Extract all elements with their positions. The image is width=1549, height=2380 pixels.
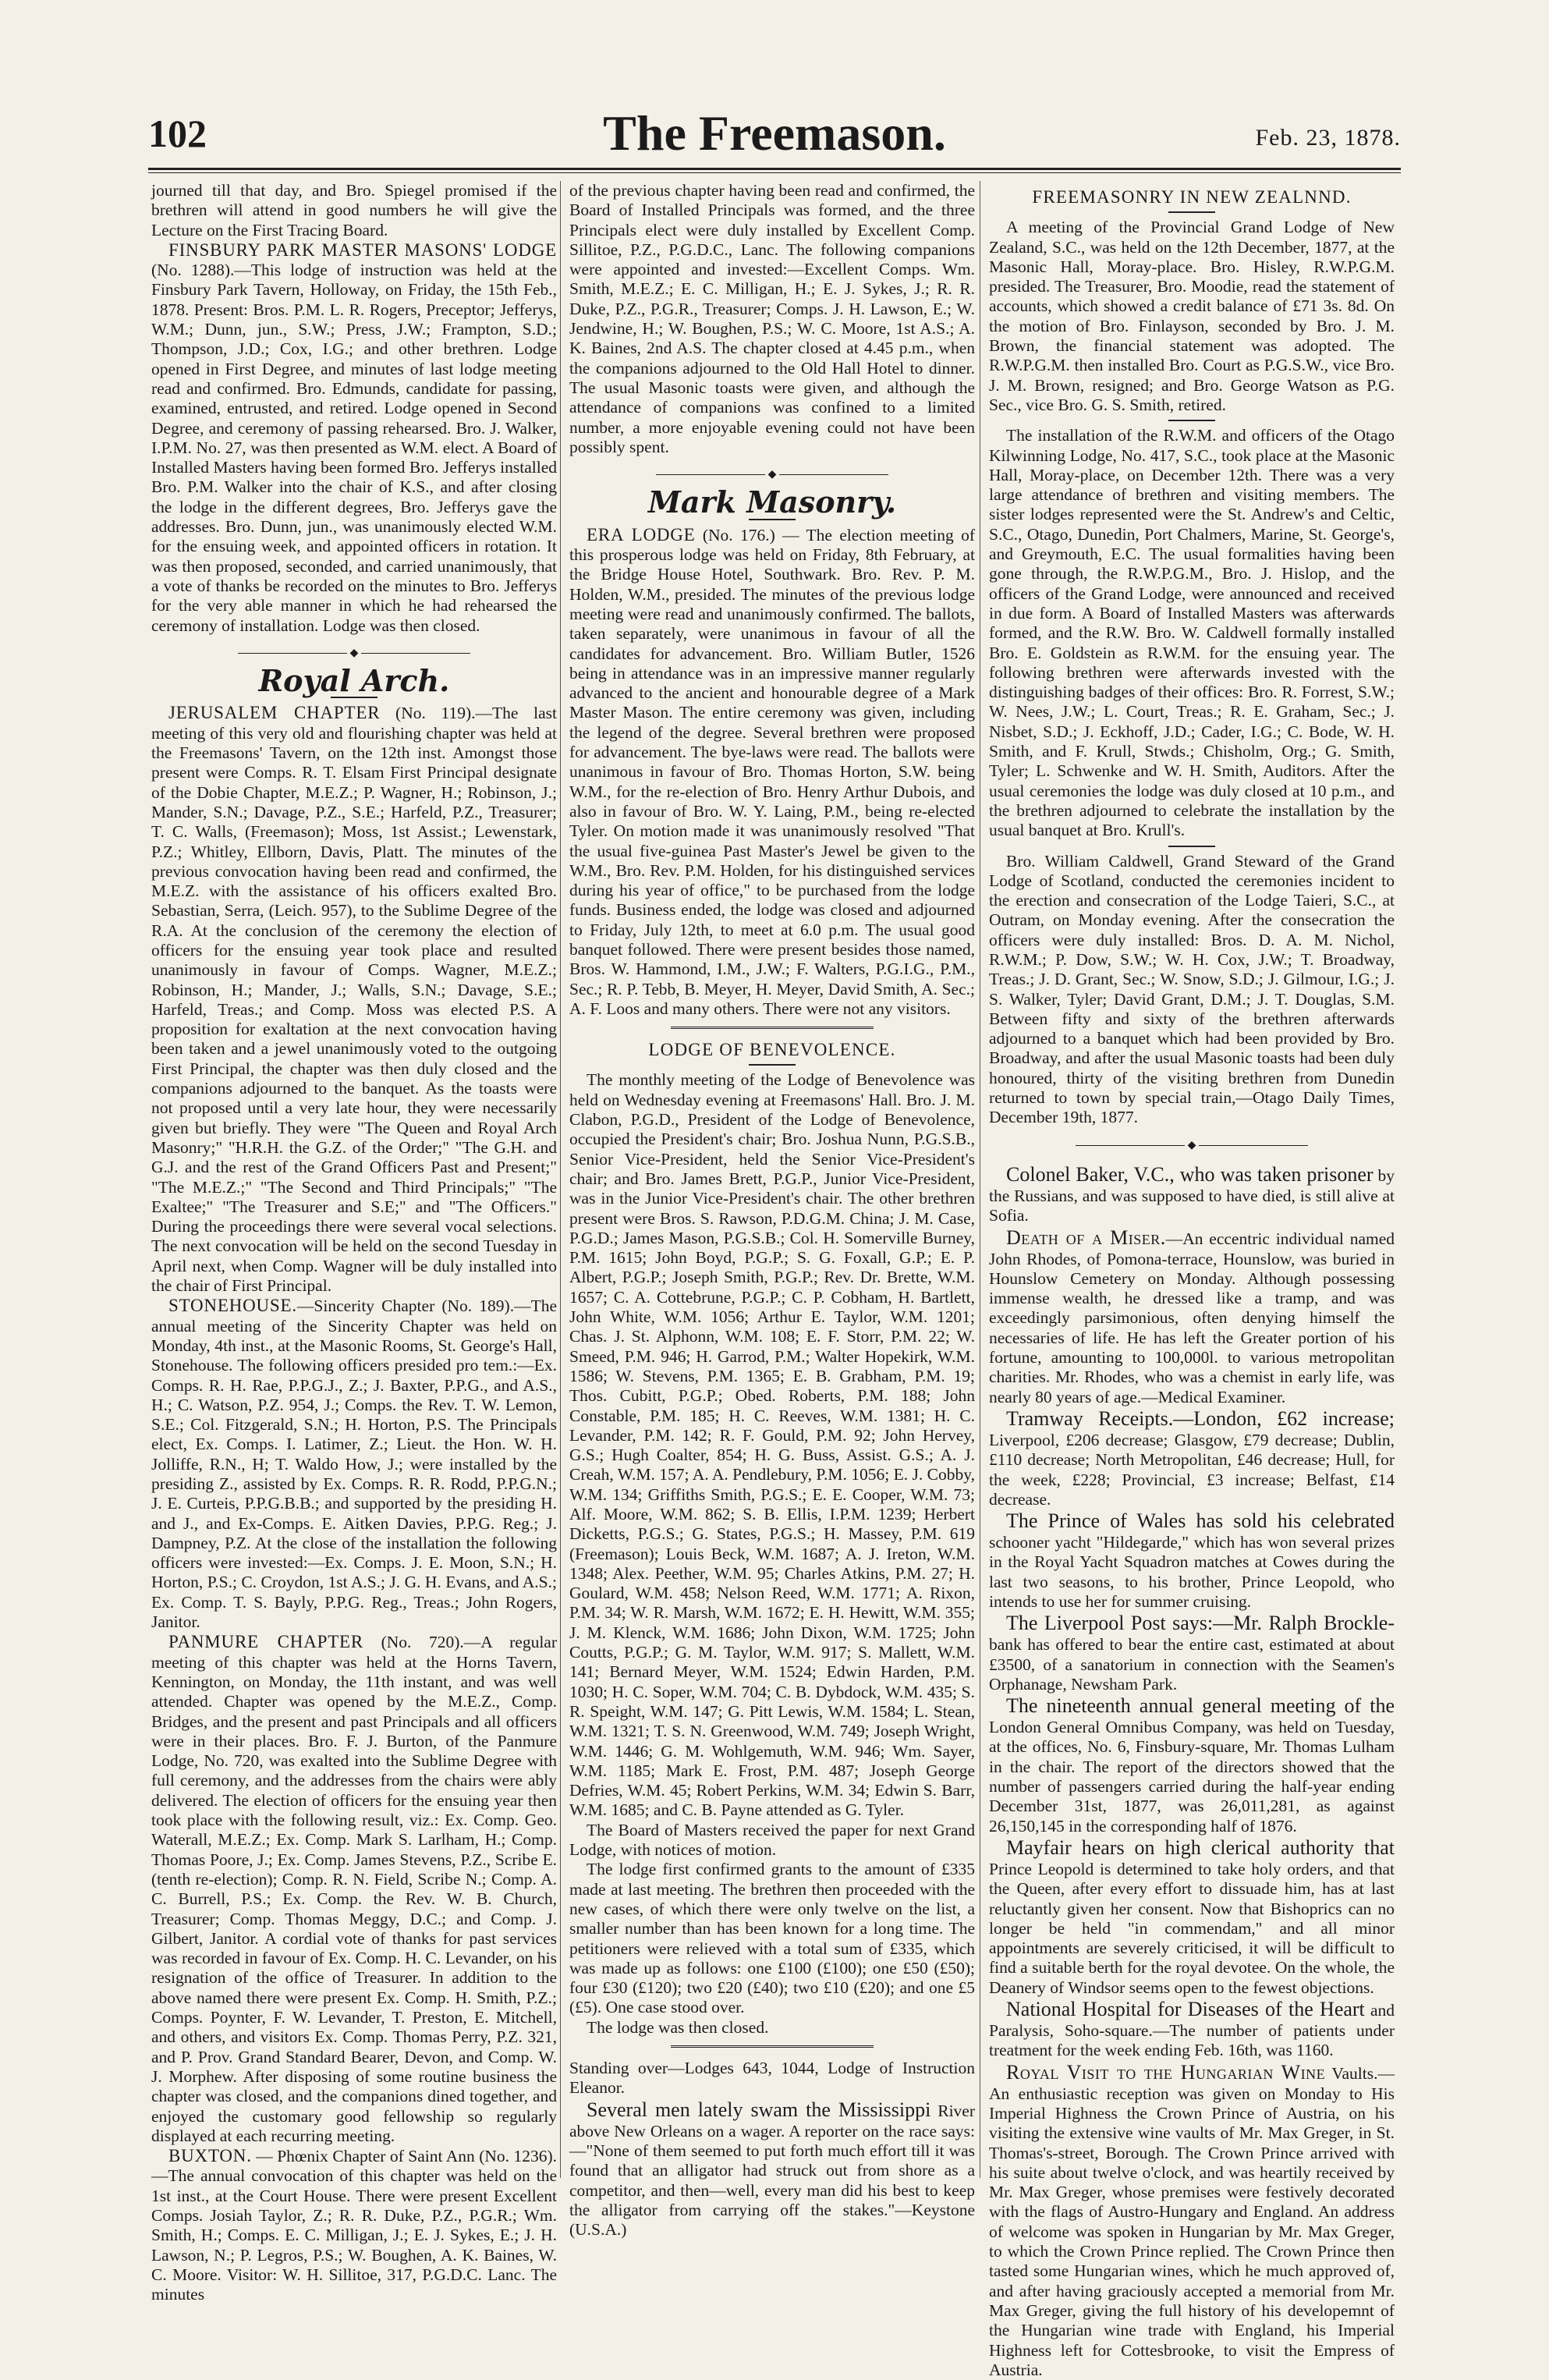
article-heading: ERA LODGE	[587, 524, 696, 544]
article-body: River above New Orleans on a wager. A reporter on the race says:—"None of them seemed to put forth much effort till it was found that an alligator had struck out from shore as a competitor, and then—well, every man did his best to keep the alligator from carrying off the stakes."—Keystone (U.S.A.)	[569, 2101, 976, 2240]
column-1	[151, 181, 557, 2304]
ornament-divider: ◆	[569, 465, 975, 484]
article-body: schooner yacht "Hildegarde," which has won several prizes in the Royal Yacht Squadron matches at Cowes during the last two seasons, to his brother, Prince Leopold, who intends to use her for summer cruising.	[989, 1533, 1395, 1611]
ornament-divider: ◆	[989, 1136, 1395, 1155]
article-era-lodge	[569, 525, 975, 1019]
article-body: (No. 720).—A regular meeting of this chapter was held at the Horns Tavern, Kennington, on Monday, the 11th instant, and was well attended. Chapter was opened by the M.E.Z., Comp. Bridges, and the present and past Principals and all officers were in their places. Bro. F. J. Burton, of the Panmure Lodge, No. 720, was exalted into the Sublime Degree with full ceremony, and the addresses from the chairs were ably delivered. The election of officers for the ensuing year then took place with the following result, viz.: Ex. Comp. Geo. Waterall, M.E.Z.; Ex. Comp. Mark S. Larlham, H.; Comp. Thomas Poore, J.; Ex. Comp. James Stevens, P.Z., Scribe E. (tenth re-election); Comp. R. N. Field, Scribe N.; Comp. A. C. Burrell, P.S.; Ex. Comp. the Rev. W. B. Church, Treasurer; Comp. Thomas Meggy, D.C.; and Comp. J. Gilbert, Janitor. A cordial vote of thanks for past services was recorded in favour of Ex. Comp. H. C. Levander, on his resignation of the office of Treasurer. In addition to the above named there were present Ex. Comp. H. Smith, P.Z.; Comps. Poynter, F. W. Levander, T. Preston, E. Mitchell, and others, and visitors Ex. Comp. Thomas Perry, P.Z. 321, and P. Prov. Grand Standard Bearer, Devon, and Comp. W. J. Morphew. After disposing of some routine business the chapter was closed, and the companions dined together, and enjoyed the customary good fellowship so regularly displayed at each recurring meeting.	[151, 1633, 557, 2145]
article-body: — Phœnix Chapter of Saint Ann (No. 1236).—The annual convocation of this chapter was held on the 1st inst., at the Court House. There were present Excellent Comps. Josiah Taylor, Z.; R. R. Duke, P.Z., P.G.R.; Wm. Smith, H.; Comps. E. C. Milligan, J.; E. J. Sykes, E.; J. H. Lawson, N.; P. Legros, P.S.; W. Boughen, A. K. Baines, W. C. Moore. Visitor: W. H. Sillitoe, 317, P.G.D.C. Lanc. The minutes	[151, 2147, 558, 2304]
section-rule	[1168, 211, 1215, 213]
item-liverpool-post	[989, 1612, 1395, 1694]
paragraph-lead: The Liverpool Post says:—Mr. Ralph Brockle-	[1006, 1612, 1395, 1635]
paragraph-lead: Death of a Miser.	[1006, 1225, 1166, 1249]
masthead	[148, 105, 1401, 164]
article-body: Bro. William Caldwell, Grand Steward of the Grand Lodge of Scotland, conducted the ceremonies incident to the erection and consecration of the Lodge Taieri, S.C., at Outram, on Monday evening. After the consecration the officers were duly installed: Bros. D. A. M. Nichol, R.W.M.; P. Dow, S.W.; W. H. Cox, J.W.; T. Broadway, Treas.; J. D. Grant, Sec.; W. Snow, S.D.; J. Gilmour, I.G.; J. S. Walker, Tyler; David Grant, D.M.; J. T. Douglas, S.M. Between fifty and sixty of the brethren afterwards adjourned to a banquet which had been provided by Bro. Broadway, and after the usual Masonic toasts had been duly honoured, thirty of the visiting brethren from Dunedin returned to town by special train,—Otago Daily Times, December 19th, 1877.	[989, 851, 1395, 1127]
section-heading-mark-masonry: Mark Masonry.	[647, 484, 897, 520]
article-heading: PANMURE CHAPTER	[168, 1632, 364, 1652]
section-rule	[749, 1064, 796, 1066]
article-finsbury	[151, 240, 557, 636]
article-body: The lodge was then closed.	[587, 2017, 769, 2037]
item-omnibus	[989, 1694, 1395, 1836]
article-heading: BUXTON.	[168, 2146, 252, 2166]
masthead-rule-thin	[148, 172, 1401, 173]
paragraph-lead: Several men lately swam the Mississippi	[587, 2098, 931, 2121]
article-heading: JERUSALEM CHAPTER	[168, 703, 381, 723]
article-body: The lodge first confirmed grants to the amount of £335 made at last meeting. The brethren then proceeded with the new cases, of which there were only twelve on the list, a smaller number than has been known for a long time. The petitioners were relieved with a total sum of £335, which was made up as follows: one £100 (£100); one £50 (£50); four £30 (£120); two £20 (£40); two £10 (£20); and one £5 (£5). One case stood over.	[569, 1860, 975, 2017]
paragraph-lead: Mayfair hears on high clerical authority that	[1006, 1836, 1395, 1859]
masthead-rule	[148, 168, 1401, 170]
section-heading-royal-arch: Royal Arch.	[258, 663, 450, 699]
article-body: and Paralysis, Soho-square.—The number of patients under treatment for the week ending Feb. 16th, was 1160.	[989, 2001, 1395, 2060]
column-3	[989, 181, 1395, 2380]
item-royal-visit	[989, 2061, 1395, 2380]
article-heading: STONEHOUSE.	[168, 1296, 297, 1316]
item-baker	[989, 1163, 1395, 1226]
paragraph-lead: The Prince of Wales has sold his celebrated	[1006, 1509, 1395, 1533]
paragraph-lead: Royal Visit to the Hungarian Wine	[1006, 2060, 1326, 2084]
paragraph-lead: Colonel Baker, V.C., who was taken prisoner	[1006, 1162, 1374, 1186]
article-heading: FINSBURY PARK MASTER MASONS' LODGE	[168, 239, 557, 260]
article-body: Vaults.—An enthusiastic reception was given on Monday to His Imperial Highness the Crown Prince of Austria, on his visiting the extensive wine vaults of Mr. Max Greger, in St. Thomas's-street, Borough. The Crown Prince arrived with his suite about twelve o'clock, and was heartily received by Mr. Max Greger, whose premises were festively decorated with the flags of Austro-Hungary and England. An address of welcome was spoken in Hungarian by Mr. Max Greger, to which the Crown Prince replied. The Crown Prince then tasted some Hungarian wines, which he much approved of, and after having graciously accepted a memorial from Mr. Max Greger, giving the full history of his developemnt of the Hungarian wine trade with England, his Imperial Highness left for Cottesbrooke, to visit the Empress of Austria.	[989, 2063, 1395, 2379]
article-body: by the Russians, and was supposed to have died, is still alive at Sofia.	[989, 1165, 1395, 1225]
article-body: Liverpool, £206 decrease; Glasgow, £79 decrease; Dublin, £110 decrease; North Metropolitan, £46 decrease; Hull, for the week, £228; Provincial, £3 increase; Belfast, £14 decrease.	[989, 1430, 1395, 1509]
section-rule	[1168, 846, 1215, 847]
column-2	[569, 181, 975, 2240]
article-body: The Board of Masters received the paper for next Grand Lodge, with notices of motion.	[569, 1820, 975, 1860]
section-rule	[1168, 420, 1215, 421]
page-number: 102	[148, 112, 207, 155]
article-continuation: of the previous chapter having been read and confirmed, the Board of Installed Principals was formed, and the three Principals elect were duly installed by Excellent Comp. Sillitoe, P.Z., P.G.D.C., Lanc. The following companions were appointed and invested:—Excellent Comps. Wm. Smith, M.E.Z.; E. C. Milligan, H.; E. J. Sykes, J.; R. R. Duke, P.Z., P.G.R., Treasurer; Comps. J. H. Lawson, E.; W. Jendwine, H.; W. Boughen, P.S.; W. C. Moore, 1st A.S.; A. K. Baines, 2nd A.S. The chapter closed at 4.45 p.m., when the companions adjourned to the Old Hall Hotel to dinner. The usual Masonic toasts were given, and although the attendance of companions was confined to a limited number, a more enjoyable evening could not have been possibly spent.	[569, 181, 975, 456]
double-rule	[671, 2045, 874, 2051]
article-body: —Sincerity Chapter (No. 189).—The annual meeting of the Sincerity Chapter was held on Monday, 4th inst., at the Masonic Rooms, St. George's Hall, Stonehouse. The following officers presided pro tem.:—Ex. Comps. R. H. Rae, P.P.G.J., Z.; J. Baxter, P.P.G., and A.S., H.; C. Watson, P.Z. 954, J.; Comps. the Rev. T. W. Lemon, S.E.; Col. Fitzgerald, S.N.; H. Horton, P.S. The Principals elect, Ex. Comps. I. Latimer, Z.; Lieut. the Hon. W. H. Jolliffe, R.N., H; T. Waldo How, J.; were installed by the presiding Z., assisted by Ex. Comps. R. R. Rodd, P.P.G.N.; J. E. Curteis, P.P.G.B.B.; and supported by the presiding H. and J., and Ex-Comps. E. Aitken Davies, P.P.G. Reg.; J. Dampney, P.Z. At the close of the installation the following officers were invested:—Ex. Comps. J. E. Moon, S.N.; H. Horton, P.S.; C. Croydon, 1st A.S.; J. G. H. Evans, and A.S.; Ex. Comp. T. S. Bayly, P.P.G. Reg., Treas.; John Rogers, Janitor.	[151, 1296, 557, 1632]
article-heading-new-zealand: FREEMASONRY IN NEW ZEALNND.	[1032, 187, 1352, 207]
article-jerusalem	[151, 703, 557, 1296]
article-body: (No. 176.) — The election meeting of this prosperous lodge was held on Friday, 8th February, at the Bridge House Hotel, Southwark. Bro. Rev. P. M. Holden, W.M., presided. The minutes of the previous lodge meeting were read and unanimously confirmed. The ballots, taken separately, were unanimous in favour of all the candidates for advancement. Bro. William Butler, 1526 being in attendance was in an impressive manner regularly advanced to the ancient and honourable degree of a Mark Master Mason. The entire ceremony was given, including the legend of the degree. Several brethren were proposed for advancement. The bye-laws were read. The ballots were unanimous in favour of Bro. Thomas Horton, S.W. being W.M., for the re-election of Bro. Henry Arthur Dubois, and also in favour of Bro. W. Y. Laing, P.M., being re-elected Tyler. On motion made it was unanimously resolved "That the usual five-guinea Past Master's Jewel be given to the W.M., Bro. Rev. P.M. Holden, for his distinguished services during his year of office," to be purchased from the lodge funds. Business ended, the lodge was closed and adjourned to Friday, July 12th, to meet at 6.0 p.m. The usual good banquet followed. There were present besides those named, Bros. W. Hammond, I.M., J.W.; F. Walters, P.G.I.G., P.M., Sec.; R. P. Tebb, B. Meyer, H. Meyer, David Smith, A. Sec.; A. F. Loos and many others. There were not any visitors.	[569, 525, 976, 1018]
item-miser	[989, 1226, 1395, 1407]
article-panmure	[151, 1632, 557, 2146]
article-mississippi	[569, 2098, 975, 2240]
column-divider	[560, 181, 561, 2178]
article-body: Prince Leopold is determined to take holy orders, and that the Queen, after every effort to dissuade him, has at last reluctantly given her consent. Now that Bishoprics can no longer be held "in commendam," and all minor appointments are severely criticised, it will be difficult to find a suitable berth for the royal devotee. On the whole, the Deanery of Windsor seems open to the fewest objections.	[989, 1859, 1395, 1997]
item-prince-of-wales	[989, 1509, 1395, 1612]
paragraph-lead: Tramway Receipts.—London, £62 increase;	[1006, 1406, 1395, 1430]
article-body: A meeting of the Provincial Grand Lodge of New Zealand, S.C., was held on the 12th December, 1877, at the Masonic Hall, Moray-place. Bro. Hisley, R.W.P.G.M. presided. The Treasurer, Bro. Moodie, read the statement of accounts, which showed a credit balance of £71 3s. 8d. On the motion of Bro. Finlayson, seconded by Bro. J. M. Brown, the financial statement was adopted. The R.W.P.G.M. then installed Bro. Court as P.G.S.W., vice Bro. J. M. Brown, resigned; and Bro. George Watson as P.G. Sec., vice Bro. G. S. Smith, retired.	[989, 218, 1395, 414]
issue-date: Feb. 23, 1878.	[1255, 125, 1401, 151]
ornament-divider: ◆	[151, 644, 557, 663]
paragraph-lead: National Hospital for Diseases of the Heart	[1006, 1998, 1365, 2021]
article-body: —An eccentric individual named John Rhodes, of Pomona-terrace, Hounslow, was buried in Hounslow Cemetery on Monday. Although possessing immense wealth, he dressed like a tramp, and was exceedingly parsimonious, often denying himself the necessaries of life. He has left the Greater portion of his fortune, amounting to 100,000l. to various metropolitan charities. Mr. Rhodes, who was a chemist in early life, was nearly 80 years of age.—Medical Examiner.	[989, 1229, 1395, 1406]
article-body: The monthly meeting of the Lodge of Benevolence was held on Wednesday evening at Freemasons' Hall. Bro. J. M. Clabon, P.G.D., President of the Lodge of Benevolence, occupied the President's chair; Bro. Joshua Nunn, P.G.S.B., Senior Vice-President, held the Senior Vice-President's chair; and Bro. James Brett, P.G.P., Junior Vice-President, was in the Junior Vice-President's chair. The other brethren present were Bros. S. Rawson, P.D.G.M. China; J. M. Case, P.G.D.; James Mason, P.G.S.B.; Col. H. Somerville Burney, P.M. 1615; John Boyd, P.G.P.; S. G. Foxall, G.P.; E. P. Albert, P.G.P.; Joseph Smith, P.G.P.; Rev. Dr. Brette, W.M. 1657; C. A. Cottebrune, P.G.P.; C. P. Cobham, H. Bartlett, John White, W.M. 1056; Arthur E. Taylor, W.M. 1201; Chas. J. St. Alphonn, W.M. 108; E. F. Storr, P.M. 22; W. Smeed, P.M. 946; H. Garrod, P.M.; Walter Hopekirk, W.M. 1586; W. Stevens, P.M. 1365; E. B. Grabham, P.M. 19; Thos. Cubitt, P.G.P.; Obed. Roberts, P.M. 188; John Constable, P.M. 185; H. C. Reeves, W.M. 1381; H. C. Levander, P.M. 142; R. F. Gould, P.M. 92; John Hervey, G.S.; Hugh Coalter, 854; H. G. Buss, Assist. G.S.; A. J. Creah, W.M. 157; A. A. Pendlebury, P.M. 1056; E. J. Cobby, W.M. 134; Griffiths Smith, P.G.S.; E. E. Cooper, W.M. 73; Alf. Moore, W.M. 862; S. B. Ellis, I.P.M. 1239; Herbert Dicketts, P.G.S.; G. States, P.G.S.; H. Massey, P.M. 619 (Freemason); Louis Beck, W.M. 1687; A. J. Ireton, W.M. 1348; Alex. Peether, W.M. 95; Charles Atkins, P.M. 27; H. Goulard, W.M. 458; Nelson Reed, W.M. 1771; A. Rixon, P.M. 34; W. R. Marsh, W.M. 1672; E. H. Hewitt, W.M. 355; J. M. Klenck, W.M. 1686; John Dixon, W.M. 1725; John Coutts, P.G.P.; G. M. Taylor, W.M. 917; S. Mallett, W.M. 141; Bernard Meyer, W.M. 1524; Edwin Harden, P.M. 1030; H. C. Soper, W.M. 704; C. B. Dybdock, W.M. 435; S. R. Speight, W.M. 147; G. Pitt Lewis, W.M. 1584; L. Stean, W.M. 1321; T. S. N. Greenwood, W.M. 749; Joseph Wright, W.M. 1446; G. M. Wohlgemuth, W.M. 946; Wm. Sayer, W.M. 1185; Mark E. Frost, P.M. 487; Joseph George Defries, W.M. 45; Robert Perkins, W.M. 34; Edwin S. Barr, W.M. 1685; and C. B. Payne attended as G. Tyler.	[569, 1070, 975, 1820]
double-rule	[671, 1027, 874, 1032]
article-body: (No. 119).—The last meeting of this very old and flourishing chapter was held at the Freemasons' Tavern, on the 12th inst. Amongst those present were Comps. R. T. Elsam First Principal designate of the Dobie Chapter, M.E.Z.; P. Wagner, H.; Robinson, J.; Mander, S.N.; Davage, P.Z., S.E.; Harfeld, P.Z., Treasurer; T. C. Walls, (Freemason); Moss, 1st Assist.; Lewenstark, P.Z.; Whitley, Ellborn, Davis, Platt. The minutes of the previous convocation having been read and confirmed, the M.E.Z. with the assistance of his officers exalted Bro. Sebastian, Serra, (Leich. 957), to the Sublime Degree of the R.A. At the conclusion of the ceremony the election of officers for the ensuing year took place and resulted unanimously in favour of Comps. Wagner, M.E.Z.; Robinson, H.; Mander, J.; Walls, S.N.; Davage, S.E.; Harfeld, Treas.; and Comp. Moss was elected P.S. A proposition for exaltation at the next convocation having been taken and a jewel unanimously voted to the outgoing First Principal, the chapter was then duly closed and the companions adjourned to the banquet. As the toasts were not proposed until a very late hour, they were necessarily given but briefly. They were "The Queen and Royal Arch Masonry;" "H.R.H. the G.Z. of the Order;" "The G.H. and G.J. and the rest of the Grand Officers Past and Present;" "The M.E.Z.;" "The Second and Third Principals;" "The Exaltee;" "The Treasurer and S.E;" and "The Officers." During the proceedings there were several vocal selections. The next convocation will be held on the second Tuesday in April next, when Comp. Wagner will be duly installed into the chair of First Principal.	[151, 704, 557, 1296]
article-buxton	[151, 2146, 557, 2304]
paragraph-lead: The nineteenth annual general meeting of the	[1006, 1694, 1395, 1718]
article-body: The installation of the R.W.M. and officers of the Otago Kilwinning Lodge, No. 417, S.C., took place at the Masonic Hall, Moray-place, on December 12th. There was a very large attendance of brethren and visiting members. The sister lodges represented were the St. Andrew's and Celtic, S.C., Otago, Dunedin, Port Chalmers, Marine, St. George's, and Greymouth, E.C. The usual formalities having been gone through, the R.W.P.G.M., Bro. J. Hislop, and the officers of the Grand Lodge, were announced and received in due form. A Board of Installed Masters was afterwards formed, and the R.W. Bro. W. Caldwell formally installed Bro. E. Goldstein as R.W.M. for the ensuing year. The following brethren were afterwards invested with the distinguishing badges of their offices: Bro. R. Forrest, S.W.; W. Nees, J.W.; L. Court, Treas.; R. E. Graham, Sec.; J. Nisbet, S.D.; J. Eckhoff, J.D.; Cader, I.G.; C. Bode, W. H. Smith, and F. Krull, Stwds.; Chisholm, Org.; G. Smith, Tyler; L. Schwenke and W. H. Smith, Auditors. After the usual ceremonies the lodge was duly closed at 10 p.m., and the brethren adjourned to celebrate the installation by the usual banquet at Bro. Krull's.	[989, 426, 1395, 840]
article-stonehouse	[151, 1296, 557, 1632]
article-heading-benevolence: LODGE OF BENEVOLENCE.	[648, 1040, 896, 1060]
article-body: bank has offered to bear the entire cast, estimated at about £3500, of a sanatorium in connection with the Seamen's Orphanage, Newsham Park.	[989, 1635, 1395, 1694]
item-tramway	[989, 1407, 1395, 1509]
article-body: London General Omnibus Company, was held on Tuesday, at the offices, No. 6, Finsbury-square, Mr. Thomas Lulham in the chair. The report of the directors showed that the number of passengers carried during the half-year ending December 31st, 1877, was 26,011,281, as against 26,150,145 in the corresponding half of 1876.	[989, 1718, 1395, 1836]
standing-over-note: Standing over—Lodges 643, 1044, Lodge of Instruction Eleanor.	[569, 2059, 975, 2098]
item-mayfair	[989, 1836, 1395, 1998]
newspaper-title: The Freemason.	[603, 105, 946, 161]
article-body: (No. 1288).—This lodge of instruction was held at the Finsbury Park Tavern, Holloway, on Friday, the 15th Feb., 1878. Present: Bros. P.M. L. R. Rogers, Preceptor; Jefferys, W.M.; Dunn, jun., S.W.; Press, J.W.; Frampton, S.D.; Thompson, J.D.; Cox, I.G.; and other brethren. Lodge opened in First Degree, and minutes of last lodge meeting read and confirmed. Bro. Edmunds, candidate for passing, examined, entrusted, and retired. Lodge opened in Second Degree, and ceremony of passing rehearsed. Bro. J. Walker, I.P.M. No. 27, was then presented as W.M. elect. A Board of Installed Masters having been formed Bro. Jefferys installed Bro. P.M. Walker into the chair of K.S., and after closing the lodge in the different degrees, Bro. Jefferys gave the addresses. Bro. Dunn, jun., was unanimously elected W.M. for the ensuing week, and appointed officers in rotation. It was then proposed, seconded, and carried unanimously, that a vote of thanks be recorded on the minutes to Bro. Jefferys for the very able manner in which he had rehearsed the ceremony of installation. Lodge was then closed.	[151, 261, 557, 635]
item-hospital	[989, 1998, 1395, 2061]
article-continuation: journed till that day, and Bro. Spiegel promised if the brethren will attend in good numbers he will give the Lecture on the First Tracing Board.	[151, 181, 557, 239]
